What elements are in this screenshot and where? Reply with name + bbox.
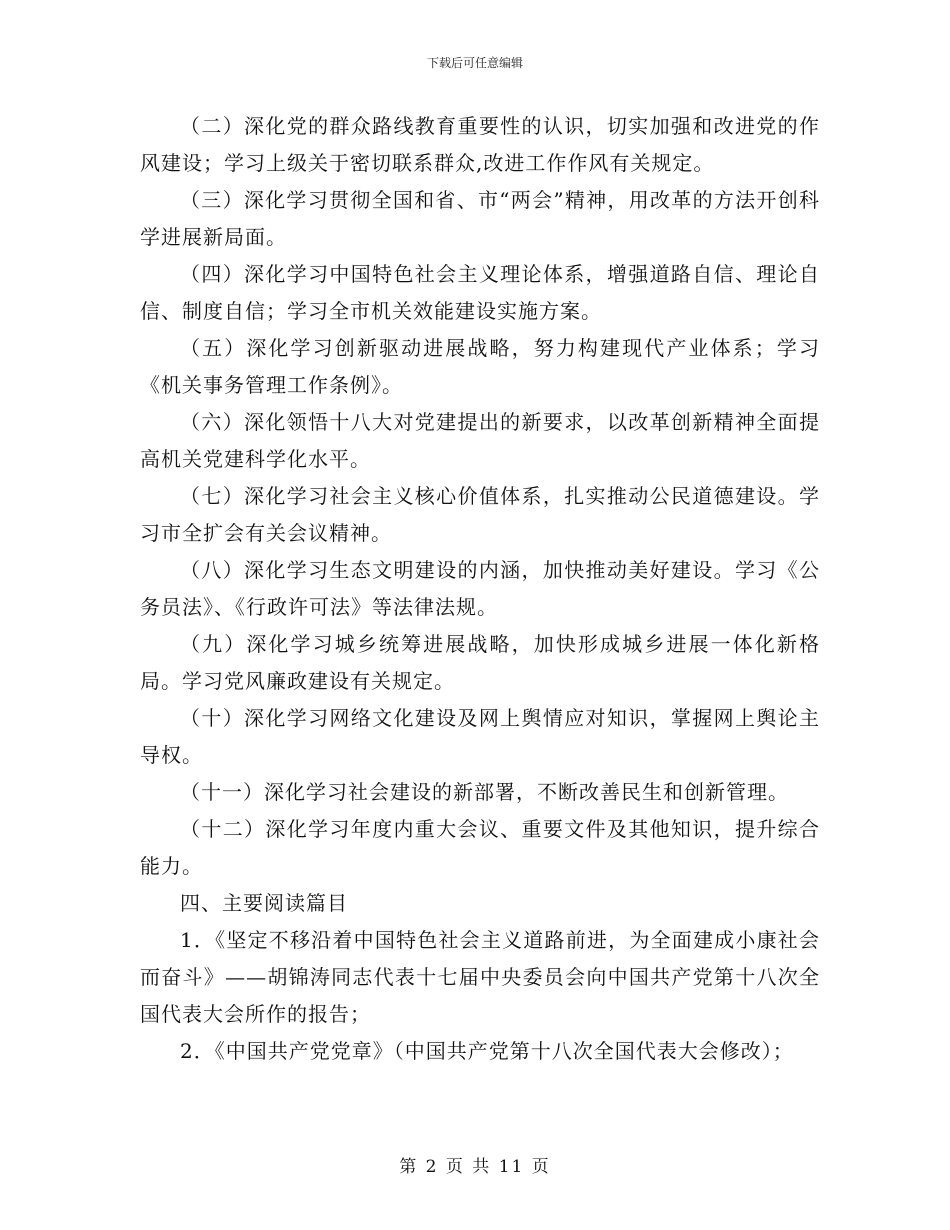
paragraph-section-5: （五）深化学习创新驱动进展战略，努力构建现代产业体系；学习《机关事务管理工作条例》。 — [140, 336, 820, 397]
paragraph-section-9: （九）深化学习城乡统筹进展战略，加快形成城乡进展一体化新格局。学习党风廉政建设有关规定。 — [140, 632, 820, 693]
paragraph-section-6: （六）深化领悟十八大对党建提出的新要求，以改革创新精神全面提高机关党建科学化水平。 — [140, 410, 820, 471]
page-header-note: 下载后可任意编辑 — [426, 56, 523, 70]
section-heading-reading-list: 四、主要阅读篇目 — [180, 891, 348, 915]
paragraph-section-2: （二）深化党的群众路线教育重要性的认识，切实加强和改进党的作风建设；学习上级关于密切联系群众,改进工作作风有关规定。 — [140, 114, 820, 175]
paragraph-section-8: （八）深化学习生态文明建设的内涵，加快推动美好建设。学习《公务员法》、《行政许可法》等法律法规。 — [140, 558, 820, 619]
paragraph-section-7: （七）深化学习社会主义核心价值体系，扎实推动公民道德建设。学习市全扩会有关会议精神。 — [140, 484, 820, 545]
reading-item-1: 1．《坚定不移沿着中国特色社会主义道路前进，为全面建成小康社会而奋斗》——胡锦涛同志代表十七届中央委员会向中国共产党第十八次全国代表大会所作的报告； — [140, 928, 820, 1026]
document-body — [140, 108, 820, 1070]
page-number-footer: 第 2 页 共 11 页 — [399, 1157, 551, 1177]
paragraph-section-11: （十一）深化学习社会建设的新部署，不断改善民生和创新管理。 — [180, 780, 789, 804]
reading-item-2: 2．《中国共产党党章》（中国共产党第十八次全国代表大会修改）； — [180, 1039, 794, 1063]
paragraph-section-10: （十）深化学习网络文化建设及网上舆情应对知识，掌握网上舆论主导权。 — [140, 706, 820, 767]
paragraph-section-3: （三）深化学习贯彻全国和省、市“两会”精神，用改革的方法开创科学进展新局面。 — [140, 188, 820, 249]
paragraph-section-4: （四）深化学习中国特色社会主义理论体系，增强道路自信、理论自信、制度自信；学习全市机关效能建设实施方案。 — [140, 262, 820, 323]
paragraph-section-12: （十二）深化学习年度内重大会议、重要文件及其他知识，提升综合能力。 — [140, 817, 820, 878]
